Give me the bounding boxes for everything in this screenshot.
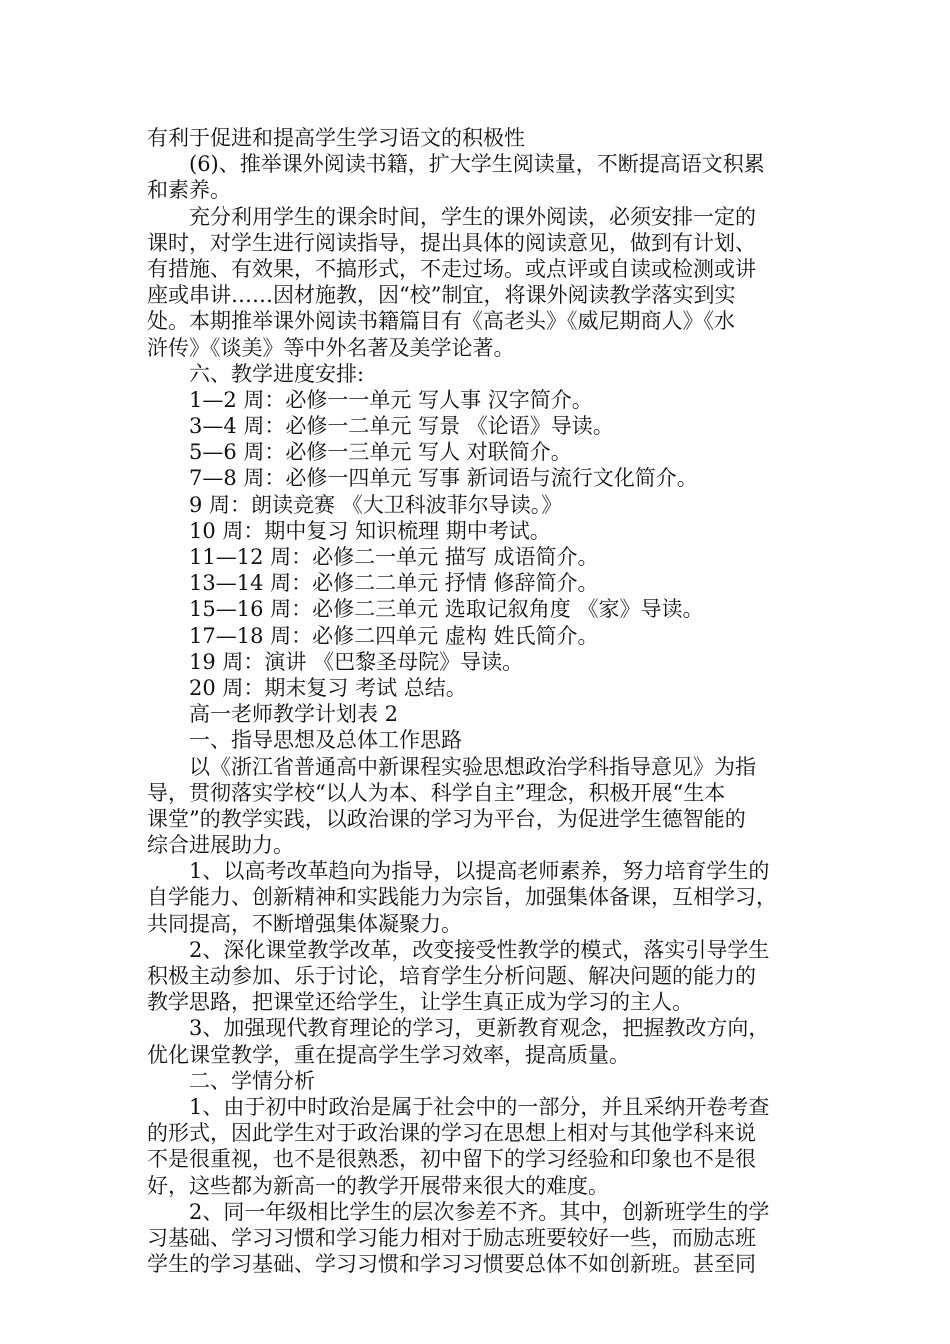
text-line: 有利于促进和提高学生学习语文的积极性 [147, 126, 525, 150]
text-line: 17—18 周：必修二四单元 虚构 姓氏简介。 [189, 623, 599, 648]
text-line: 2、深化课堂教学改革，改变接受性教学的模式，落实引导学生 [189, 937, 770, 962]
text-line: 一、指导思想及总体工作思路 [189, 728, 462, 753]
text-line: 浒传》《谈美》等中外名著及美学论著。 [147, 335, 515, 360]
text-line: 5—6 周：必修一三单元 写人 对联简介。 [189, 440, 572, 465]
text-line: 教学思路，把课堂还给学生，让学生真正成为学习的主人。 [147, 990, 693, 1015]
text-line: 课时，对学生进行阅读指导，提出具体的阅读意见，做到有计划、 [147, 230, 756, 255]
text-line: (6)、推举课外阅读书籍，扩大学生阅读量，不断提高语文积累 [189, 152, 765, 177]
text-line: 1、由于初中时政治是属于社会中的一部分，并且采纳开卷考查 [189, 1094, 770, 1119]
text-line: 六、教学进度安排: [189, 361, 365, 386]
text-line: 自学能力、创新精神和实践能力为宗旨，加强集体备课，互相学习， [147, 885, 777, 910]
text-line: 处。本期推举课外阅读书籍篇目有《高老头》《威尼期商人》《水 [147, 309, 735, 334]
document-body [147, 125, 807, 1277]
text-line: 的形式，因此学生对于政治课的学习在思想上相对与其他学科来说 [147, 1121, 756, 1146]
text-line: 3—4 周：必修一二单元 写景 《论语》导读。 [189, 414, 614, 439]
text-line: 高一老师教学计划表 2 [189, 702, 399, 727]
text-line: 2、同一年级相比学生的层次参差不齐。其中，创新班学生的学 [189, 1199, 770, 1224]
text-line: 优化课堂教学，重在提高学生学习效率，提高质量。 [147, 1042, 630, 1067]
text-line: 15—16 周：必修二三单元 选取记叙角度 《家》导读。 [189, 597, 704, 622]
text-line: 10 周：期中复习 知识梳理 期中考试。 [189, 518, 551, 543]
text-line: 座或串讲……因材施教，因“校”制宜，将课外阅读教学落实到实 [147, 283, 736, 308]
text-line: 9 周：朗读竞赛 《大卫科波菲尔导读。》 [189, 492, 563, 517]
text-line: 3、加强现代教育理论的学习，更新教育观念，把握教改方向， [189, 1016, 770, 1041]
text-line: 不是很重视，也不是很熟悉，初中留下的学习经验和印象也不是很 [147, 1147, 756, 1172]
text-line: 综合进展助力。 [147, 833, 294, 858]
text-line: 习基础、学习习惯和学习能力相对于励志班要较好一些，而励志班 [147, 1225, 756, 1250]
text-line: 19 周：演讲 《巴黎圣母院》导读。 [189, 649, 524, 674]
text-line: 充分利用学生的课余时间，学生的课外阅读，必须安排一定的 [189, 204, 756, 229]
text-line: 积极主动参加、乐于讨论，培育学生分析问题、解决问题的能力的 [147, 964, 756, 988]
text-line: 和素养。 [147, 178, 231, 203]
text-line: 导，贯彻落实学校“以人为本、科学自主”理念，积极开展“生本 [147, 780, 726, 805]
text-line: 学生的学习基础、学习习惯和学习习惯要总体不如创新班。甚至同 [147, 1252, 756, 1277]
text-line: 7—8 周：必修一四单元 写事 新词语与流行文化简介。 [189, 466, 698, 491]
text-line: 共同提高，不断增强集体凝聚力。 [147, 911, 462, 936]
text-line: 11—12 周：必修二一单元 描写 成语简介。 [189, 545, 599, 569]
text-line: 好，这些都为新高一的教学开展带来很大的难度。 [147, 1173, 609, 1198]
text-line: 课堂”的教学实践，以政治课的学习为平台，为促进学生德智能的 [147, 806, 746, 831]
text-line: 20 周：期末复习 考试 总结。 [189, 675, 467, 700]
text-line: 以《浙江省普通高中新课程实验思想政治学科指导意见》为指 [189, 754, 756, 779]
text-line: 1、以高考改革趋向为指导，以提高老师素养，努力培育学生的 [189, 859, 770, 884]
text-line: 有措施、有效果，不搞形式，不走过场。或点评或自读或检测或讲 [147, 256, 756, 281]
text-line: 13—14 周：必修二二单元 抒情 修辞简介。 [189, 571, 599, 596]
text-line: 1—2 周：必修一一单元 写人事 汉字简介。 [189, 387, 593, 412]
text-line: 二、学情分析 [189, 1068, 315, 1093]
